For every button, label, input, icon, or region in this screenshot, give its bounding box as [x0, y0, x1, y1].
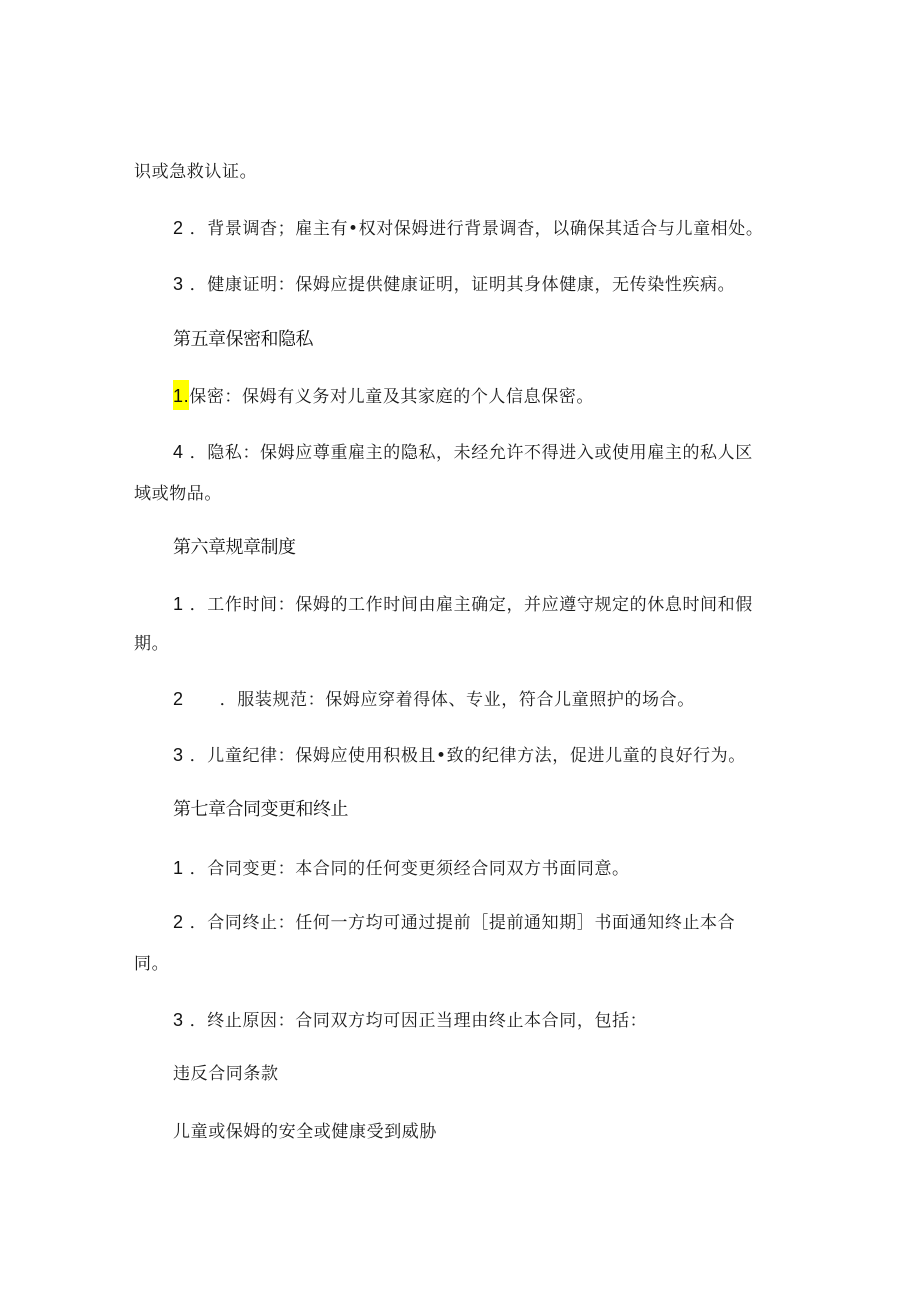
- chapter-heading: 第五章保密和隐私: [173, 329, 313, 350]
- termination-reason: 儿童或保姆的安全或健康受到威胁: [173, 1122, 437, 1142]
- list-number: 2: [173, 912, 184, 932]
- list-item-text: 服装规范：保姆应穿着得体、专业，符合儿童照护的场合。: [237, 690, 695, 710]
- list-number: 1: [173, 858, 184, 878]
- list-number: 3: [173, 1010, 184, 1030]
- list-item: [173, 592, 753, 617]
- list-separator: ．: [189, 913, 208, 933]
- list-separator: ．: [189, 219, 208, 239]
- list-item: [173, 1008, 647, 1033]
- list-item-continuation: 期。: [134, 634, 170, 654]
- list-item-continuation: 同。: [134, 954, 170, 974]
- chapter-heading: 第六章规章制度: [173, 537, 296, 558]
- list-item: [173, 743, 746, 768]
- list-number: 3: [173, 745, 184, 765]
- paragraph-text: 识或急救认证。: [134, 162, 258, 182]
- list-item: [173, 272, 735, 297]
- list-item-text: 工作时间：保姆的工作时间由雇主确定，并应遵守规定的休息时间和假: [207, 595, 753, 615]
- list-item: [173, 687, 695, 712]
- chapter-heading: 第七章合同变更和终止: [173, 799, 348, 820]
- list-separator: ．: [219, 690, 238, 710]
- list-separator: ．: [189, 746, 208, 766]
- list-item-continuation: 域或物品。: [134, 484, 222, 504]
- list-separator: ．: [189, 595, 208, 615]
- list-item-text: 健康证明：保姆应提供健康证明，证明其身体健康，无传染性疾病。: [207, 275, 736, 295]
- termination-reason: 违反合同条款: [173, 1064, 279, 1084]
- list-item-text: 隐私：保姆应尊重雇主的隐私，未经允许不得进入或使用雇主的私人区: [207, 443, 753, 463]
- list-item-text: 背景调杳；雇主有•权对保姆进行背景调杳，以确保其适合与儿童相处。: [207, 219, 764, 239]
- list-number: 2: [173, 218, 184, 238]
- list-item-highlighted: [173, 384, 594, 409]
- list-item-text: 合同终止：任何一方均可通过提前［提前通知期］书面通知终止本合: [207, 913, 736, 933]
- list-number: 2: [173, 689, 184, 709]
- list-item: [173, 910, 735, 935]
- list-item-text: 终止原因：合同双方均可因正当理由终止本合同，包括：: [207, 1011, 648, 1031]
- list-number: 3: [173, 274, 184, 294]
- list-separator: ．: [189, 859, 208, 879]
- list-item: [173, 440, 753, 465]
- list-separator: ．: [189, 1011, 208, 1031]
- list-separator: ．: [189, 443, 208, 463]
- list-item-text: 合同变更：本合同的任何变更须经合同双方书面同意。: [207, 859, 630, 879]
- list-item: [173, 216, 763, 241]
- list-number: 1: [173, 594, 184, 614]
- highlighted-list-number: 1.: [173, 380, 189, 410]
- list-separator: ．: [189, 275, 208, 295]
- paragraph-continuation: [134, 160, 257, 184]
- list-item: [173, 856, 630, 881]
- list-item-text: 保密：保姆有义务对儿童及其家庭的个人信息保密。: [189, 387, 595, 407]
- list-number: 4: [173, 442, 184, 462]
- list-item-text: 儿童纪律：保姆应使用积极且•致的纪律方法，促进儿童的良好行为。: [207, 746, 746, 766]
